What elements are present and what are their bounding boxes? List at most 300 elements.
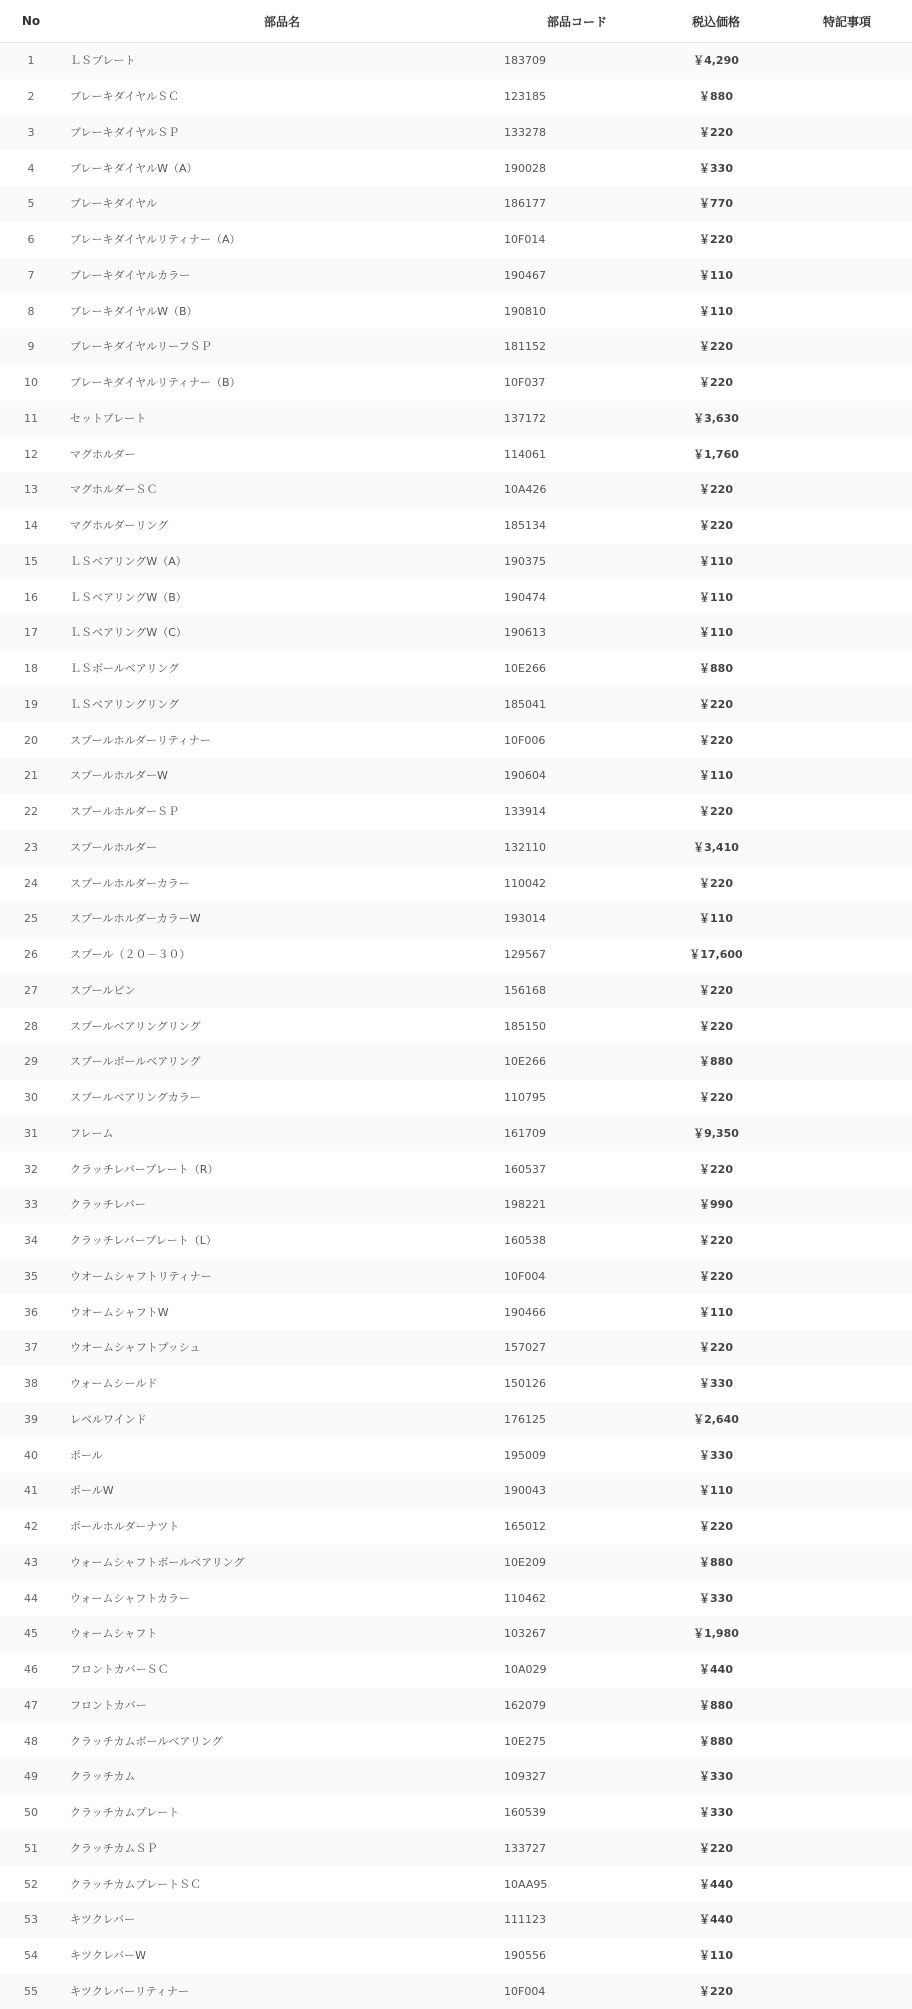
row-price: ￥2,640 (650, 1402, 782, 1438)
table-row (0, 1008, 912, 1044)
row-part-code: 190604 (502, 758, 650, 794)
row-part-code: 162079 (502, 1688, 650, 1724)
row-note (782, 937, 912, 973)
row-no: 53 (0, 1902, 62, 1938)
row-part-name: ブレーキダイヤルＳＣ (62, 79, 502, 115)
row-note (782, 615, 912, 651)
row-note (782, 1187, 912, 1223)
row-price: ￥220 (650, 222, 782, 258)
row-no: 25 (0, 901, 62, 937)
row-no: 28 (0, 1008, 62, 1044)
table-row (0, 150, 912, 186)
row-price: ￥110 (650, 544, 782, 580)
row-no: 52 (0, 1866, 62, 1902)
table-row (0, 79, 912, 115)
row-part-name: クラッチレバープレート（R） (62, 1151, 502, 1187)
row-no: 17 (0, 615, 62, 651)
table-row (0, 901, 912, 937)
row-part-code: 10E266 (502, 651, 650, 687)
row-price: ￥220 (650, 1223, 782, 1259)
row-part-code: 156168 (502, 973, 650, 1009)
row-part-name: キツクレバーリティナー (62, 1974, 502, 2009)
row-part-code: 190556 (502, 1938, 650, 1974)
row-note (782, 115, 912, 151)
row-no: 5 (0, 186, 62, 222)
row-part-name: ウォームシャフト (62, 1616, 502, 1652)
row-part-code: 10E275 (502, 1723, 650, 1759)
row-part-code: 161709 (502, 1116, 650, 1152)
row-price: ￥880 (650, 1688, 782, 1724)
row-price: ￥110 (650, 258, 782, 294)
row-no: 51 (0, 1831, 62, 1867)
row-no: 41 (0, 1473, 62, 1509)
row-price: ￥220 (650, 1008, 782, 1044)
row-part-code: 10A029 (502, 1652, 650, 1688)
row-part-name: スプールホルダーカラーW (62, 901, 502, 937)
table-row (0, 1723, 912, 1759)
row-part-name: ウォームシャフトカラー (62, 1580, 502, 1616)
row-part-code: 133914 (502, 794, 650, 830)
row-part-code: 10F004 (502, 1259, 650, 1295)
row-part-name: クラッチカムボールベアリング (62, 1723, 502, 1759)
row-price: ￥220 (650, 508, 782, 544)
table-row (0, 365, 912, 401)
row-price: ￥9,350 (650, 1116, 782, 1152)
table-row (0, 865, 912, 901)
row-part-name: フロントカバーＳＣ (62, 1652, 502, 1688)
row-note (782, 544, 912, 580)
row-part-name: ウォームシャフトボールベアリング (62, 1545, 502, 1581)
row-part-code: 129567 (502, 937, 650, 973)
table-row (0, 222, 912, 258)
row-no: 7 (0, 258, 62, 294)
row-no: 16 (0, 579, 62, 615)
row-note (782, 830, 912, 866)
row-price: ￥770 (650, 186, 782, 222)
row-part-code: 132110 (502, 830, 650, 866)
row-price: ￥17,600 (650, 937, 782, 973)
table-row (0, 722, 912, 758)
row-part-name: ウォームシールド (62, 1366, 502, 1402)
table-row (0, 1294, 912, 1330)
table-row (0, 115, 912, 151)
row-note (782, 1008, 912, 1044)
row-part-code: 103267 (502, 1616, 650, 1652)
row-part-name: クラッチカム (62, 1759, 502, 1795)
header-no: No (0, 0, 62, 43)
table-row (0, 1831, 912, 1867)
row-part-code: 160538 (502, 1223, 650, 1259)
row-part-name: セットプレート (62, 401, 502, 437)
row-price: ￥110 (650, 615, 782, 651)
row-price: ￥220 (650, 1151, 782, 1187)
table-row (0, 43, 912, 79)
row-part-code: 185134 (502, 508, 650, 544)
table-row (0, 794, 912, 830)
row-part-name: スプールホルダーリティナー (62, 722, 502, 758)
table-row (0, 436, 912, 472)
table-row (0, 1652, 912, 1688)
row-price: ￥110 (650, 901, 782, 937)
row-part-code: 157027 (502, 1330, 650, 1366)
row-no: 26 (0, 937, 62, 973)
row-price: ￥990 (650, 1187, 782, 1223)
row-note (782, 1151, 912, 1187)
row-note (782, 150, 912, 186)
row-part-name: ＬＳベアリングW（A） (62, 544, 502, 580)
row-part-name: ウオームシャフトリティナー (62, 1259, 502, 1295)
row-note (782, 258, 912, 294)
header-price: 税込価格 (650, 0, 782, 43)
table-row (0, 544, 912, 580)
row-note (782, 758, 912, 794)
row-note (782, 973, 912, 1009)
row-part-name: ＬＳベアリングW（B） (62, 579, 502, 615)
row-note (782, 1509, 912, 1545)
row-price: ￥880 (650, 79, 782, 115)
row-note (782, 1330, 912, 1366)
row-no: 13 (0, 472, 62, 508)
row-part-name: ウオームシャフトW (62, 1294, 502, 1330)
row-no: 14 (0, 508, 62, 544)
table-row (0, 1187, 912, 1223)
row-no: 54 (0, 1938, 62, 1974)
row-price: ￥220 (650, 973, 782, 1009)
table-row (0, 1545, 912, 1581)
row-part-name: スプールホルダーＳＰ (62, 794, 502, 830)
row-note (782, 1044, 912, 1080)
row-no: 48 (0, 1723, 62, 1759)
row-part-name: ブレーキダイヤル (62, 186, 502, 222)
row-price: ￥220 (650, 865, 782, 901)
row-part-code: 123185 (502, 79, 650, 115)
row-note (782, 1866, 912, 1902)
row-part-name: クラッチカムプレートＳＣ (62, 1866, 502, 1902)
row-part-code: 190467 (502, 258, 650, 294)
row-part-name: ＬＳベアリングリング (62, 687, 502, 723)
row-no: 10 (0, 365, 62, 401)
row-note (782, 1974, 912, 2009)
row-part-name: ＬＳボールベアリング (62, 651, 502, 687)
row-part-name: ブレーキダイヤルリーフＳＰ (62, 329, 502, 365)
row-no: 55 (0, 1974, 62, 2009)
row-part-code: 165012 (502, 1509, 650, 1545)
row-note (782, 43, 912, 79)
row-no: 15 (0, 544, 62, 580)
header-note: 特記事項 (782, 0, 912, 43)
row-no: 32 (0, 1151, 62, 1187)
table-row (0, 1616, 912, 1652)
row-part-code: 185041 (502, 687, 650, 723)
row-note (782, 1080, 912, 1116)
header-row (0, 0, 912, 43)
row-no: 21 (0, 758, 62, 794)
row-no: 36 (0, 1294, 62, 1330)
row-no: 6 (0, 222, 62, 258)
row-part-name: ウオームシャフトブッシュ (62, 1330, 502, 1366)
row-part-name: ブレーキダイヤルＳＰ (62, 115, 502, 151)
row-price: ￥220 (650, 1330, 782, 1366)
table-body (0, 43, 912, 2009)
row-no: 34 (0, 1223, 62, 1259)
row-no: 43 (0, 1545, 62, 1581)
row-part-name: ブレーキダイヤルW（B） (62, 293, 502, 329)
row-part-name: マグホルダーリング (62, 508, 502, 544)
row-no: 40 (0, 1437, 62, 1473)
table-row (0, 1330, 912, 1366)
row-note (782, 722, 912, 758)
row-part-code: 10F037 (502, 365, 650, 401)
row-note (782, 1437, 912, 1473)
row-price: ￥880 (650, 1545, 782, 1581)
row-part-name: フロントカバー (62, 1688, 502, 1724)
row-price: ￥110 (650, 579, 782, 615)
row-part-name: スプールホルダーW (62, 758, 502, 794)
row-part-code: 190613 (502, 615, 650, 651)
table-row (0, 1366, 912, 1402)
row-part-name: クラッチレバープレート（L） (62, 1223, 502, 1259)
row-no: 31 (0, 1116, 62, 1152)
row-part-name: スプールベアリングカラー (62, 1080, 502, 1116)
row-note (782, 579, 912, 615)
row-note (782, 865, 912, 901)
row-note (782, 1723, 912, 1759)
table-row (0, 830, 912, 866)
row-part-code: 186177 (502, 186, 650, 222)
row-part-name: ブレーキダイヤルリティナー（A） (62, 222, 502, 258)
row-note (782, 365, 912, 401)
row-part-name: ブレーキダイヤルW（A） (62, 150, 502, 186)
row-price: ￥3,410 (650, 830, 782, 866)
table-row (0, 1116, 912, 1152)
row-note (782, 1902, 912, 1938)
row-no: 38 (0, 1366, 62, 1402)
row-part-code: 198221 (502, 1187, 650, 1223)
row-part-code: 10A426 (502, 472, 650, 508)
row-part-code: 160537 (502, 1151, 650, 1187)
row-part-name: ポールホルダーナツト (62, 1509, 502, 1545)
row-note (782, 1795, 912, 1831)
row-price: ￥3,630 (650, 401, 782, 437)
row-part-code: 10E266 (502, 1044, 650, 1080)
row-part-code: 150126 (502, 1366, 650, 1402)
row-note (782, 651, 912, 687)
row-no: 23 (0, 830, 62, 866)
table-row (0, 1437, 912, 1473)
row-no: 24 (0, 865, 62, 901)
row-no: 3 (0, 115, 62, 151)
row-price: ￥220 (650, 115, 782, 151)
row-note (782, 1402, 912, 1438)
table-row (0, 651, 912, 687)
row-price: ￥220 (650, 794, 782, 830)
table-row (0, 1473, 912, 1509)
row-part-code: 110462 (502, 1580, 650, 1616)
row-no: 46 (0, 1652, 62, 1688)
row-price: ￥220 (650, 1080, 782, 1116)
table-row (0, 1866, 912, 1902)
header-part-code: 部品コード (502, 0, 650, 43)
row-note (782, 79, 912, 115)
row-no: 39 (0, 1402, 62, 1438)
row-price: ￥440 (650, 1652, 782, 1688)
row-note (782, 472, 912, 508)
table-header (0, 0, 912, 43)
row-part-name: クラッチカムプレート (62, 1795, 502, 1831)
row-part-code: 190466 (502, 1294, 650, 1330)
row-no: 42 (0, 1509, 62, 1545)
row-part-name: ＬＳプレート (62, 43, 502, 79)
row-no: 8 (0, 293, 62, 329)
row-price: ￥440 (650, 1902, 782, 1938)
table-row (0, 615, 912, 651)
row-no: 30 (0, 1080, 62, 1116)
row-note (782, 901, 912, 937)
row-price: ￥220 (650, 329, 782, 365)
row-note (782, 794, 912, 830)
row-part-name: スプールホルダーカラー (62, 865, 502, 901)
table-row (0, 1974, 912, 2009)
row-part-name: マグホルダーＳＣ (62, 472, 502, 508)
row-price: ￥110 (650, 1938, 782, 1974)
row-part-name: スプールベアリングリング (62, 1008, 502, 1044)
row-no: 11 (0, 401, 62, 437)
row-part-code: 10AA95 (502, 1866, 650, 1902)
row-note (782, 508, 912, 544)
table-row (0, 258, 912, 294)
row-part-code: 114061 (502, 436, 650, 472)
row-no: 12 (0, 436, 62, 472)
table-row (0, 687, 912, 723)
row-price: ￥110 (650, 1473, 782, 1509)
row-note (782, 186, 912, 222)
row-price: ￥330 (650, 1437, 782, 1473)
row-part-code: 185150 (502, 1008, 650, 1044)
row-price: ￥220 (650, 1831, 782, 1867)
row-note (782, 1259, 912, 1295)
row-no: 18 (0, 651, 62, 687)
row-price: ￥220 (650, 722, 782, 758)
row-price: ￥4,290 (650, 43, 782, 79)
row-part-name: スプール（２０－３０） (62, 937, 502, 973)
row-note (782, 1294, 912, 1330)
row-part-code: 190028 (502, 150, 650, 186)
row-no: 45 (0, 1616, 62, 1652)
row-price: ￥220 (650, 472, 782, 508)
row-no: 4 (0, 150, 62, 186)
row-price: ￥330 (650, 1795, 782, 1831)
row-price: ￥220 (650, 1974, 782, 2009)
header-part-name: 部品名 (62, 0, 502, 43)
table-row (0, 1259, 912, 1295)
row-price: ￥110 (650, 1294, 782, 1330)
row-no: 20 (0, 722, 62, 758)
row-no: 44 (0, 1580, 62, 1616)
table-row (0, 937, 912, 973)
row-part-name: クラッチカムＳＰ (62, 1831, 502, 1867)
row-part-code: 133727 (502, 1831, 650, 1867)
row-price: ￥1,980 (650, 1616, 782, 1652)
table-row (0, 186, 912, 222)
row-part-name: スプールピン (62, 973, 502, 1009)
row-note (782, 1116, 912, 1152)
row-price: ￥220 (650, 687, 782, 723)
row-price: ￥330 (650, 1366, 782, 1402)
row-price: ￥110 (650, 293, 782, 329)
row-part-code: 190375 (502, 544, 650, 580)
row-part-name: レベルワインド (62, 1402, 502, 1438)
row-part-code: 137172 (502, 401, 650, 437)
row-note (782, 1473, 912, 1509)
row-part-name: キツクレバーW (62, 1938, 502, 1974)
row-no: 37 (0, 1330, 62, 1366)
table-row (0, 401, 912, 437)
row-part-code: 195009 (502, 1437, 650, 1473)
table-row (0, 1938, 912, 1974)
row-no: 50 (0, 1795, 62, 1831)
table-row (0, 1795, 912, 1831)
table-row (0, 1902, 912, 1938)
table-row (0, 1509, 912, 1545)
row-part-code: 193014 (502, 901, 650, 937)
row-price: ￥1,760 (650, 436, 782, 472)
row-part-code: 10F014 (502, 222, 650, 258)
row-part-name: ＬＳベアリングW（C） (62, 615, 502, 651)
row-note (782, 1688, 912, 1724)
row-note (782, 436, 912, 472)
row-note (782, 329, 912, 365)
row-price: ￥220 (650, 365, 782, 401)
row-price: ￥330 (650, 1580, 782, 1616)
row-no: 1 (0, 43, 62, 79)
table-row (0, 1223, 912, 1259)
table-row (0, 293, 912, 329)
row-no: 29 (0, 1044, 62, 1080)
table-row (0, 1044, 912, 1080)
table-row (0, 508, 912, 544)
row-note (782, 1759, 912, 1795)
row-no: 19 (0, 687, 62, 723)
row-part-name: クラッチレバー (62, 1187, 502, 1223)
row-part-name: ブレーキダイヤルリティナー（B） (62, 365, 502, 401)
row-part-name: スプールホルダー (62, 830, 502, 866)
row-price: ￥880 (650, 1723, 782, 1759)
row-part-name: ポールW (62, 1473, 502, 1509)
row-price: ￥440 (650, 1866, 782, 1902)
row-price: ￥110 (650, 758, 782, 794)
row-part-code: 176125 (502, 1402, 650, 1438)
row-part-code: 160539 (502, 1795, 650, 1831)
row-part-name: マグホルダー (62, 436, 502, 472)
row-part-code: 110042 (502, 865, 650, 901)
row-price: ￥880 (650, 1044, 782, 1080)
row-no: 9 (0, 329, 62, 365)
row-no: 35 (0, 1259, 62, 1295)
row-no: 2 (0, 79, 62, 115)
row-note (782, 1545, 912, 1581)
row-no: 49 (0, 1759, 62, 1795)
row-price: ￥220 (650, 1509, 782, 1545)
row-no: 47 (0, 1688, 62, 1724)
row-part-name: キツクレバー (62, 1902, 502, 1938)
row-part-name: スプールボールベアリング (62, 1044, 502, 1080)
row-price: ￥220 (650, 1259, 782, 1295)
row-part-code: 109327 (502, 1759, 650, 1795)
row-part-name: ポール (62, 1437, 502, 1473)
row-note (782, 1366, 912, 1402)
row-part-code: 190043 (502, 1473, 650, 1509)
row-note (782, 1652, 912, 1688)
